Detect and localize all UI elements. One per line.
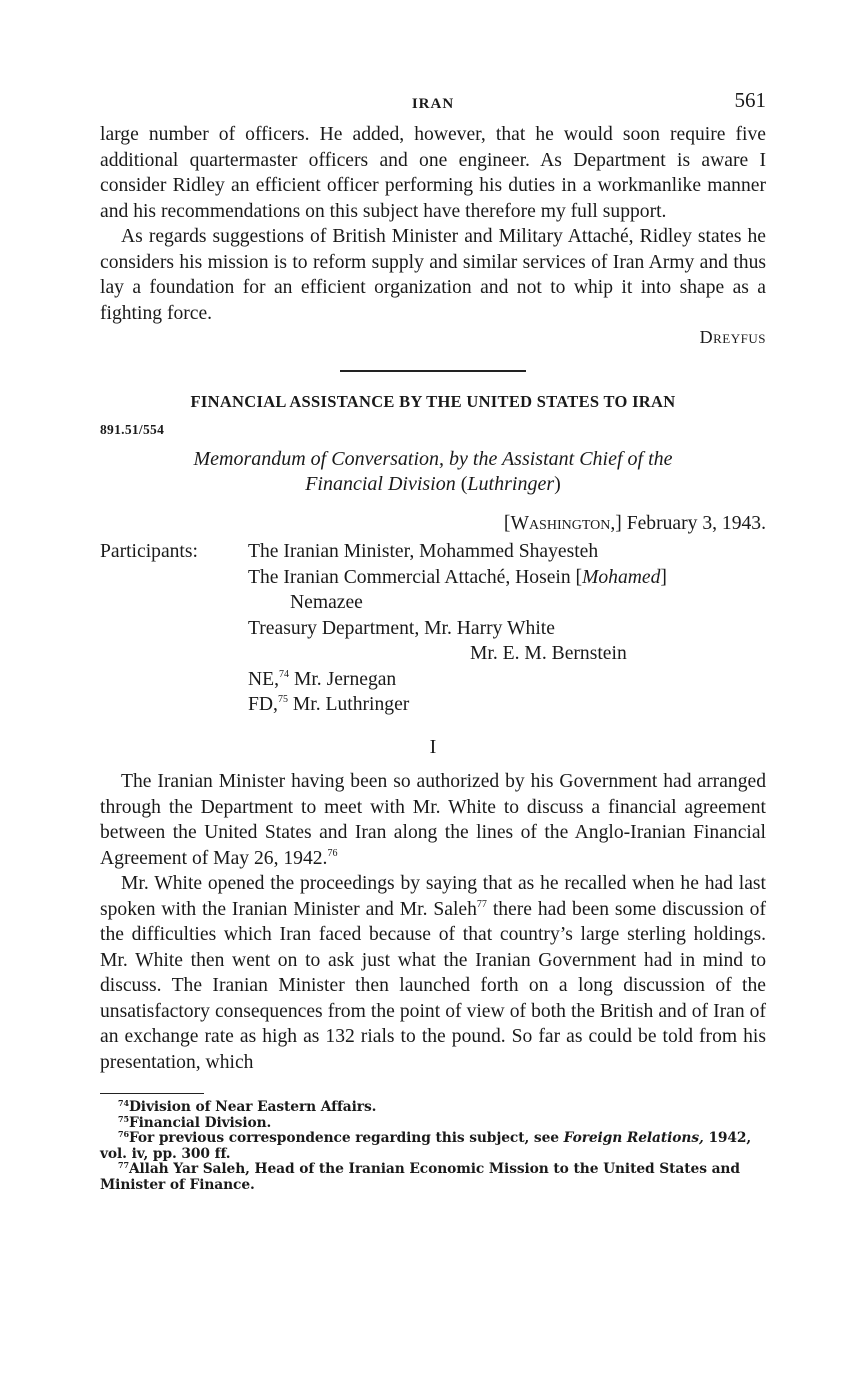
dateline-place: [Washington,]	[503, 513, 622, 534]
footnotes	[100, 1100, 766, 1193]
footnote-ref-76: 76	[327, 847, 338, 859]
document-title-part-4: Luthringer	[467, 473, 555, 495]
participant-line-3: Nemazee	[290, 592, 363, 613]
participant-line-6a: NE,	[248, 668, 280, 690]
participant-line-7b: Mr. Luthringer	[292, 694, 410, 715]
participant-line-2	[248, 565, 667, 591]
participants-block	[100, 539, 766, 718]
participant-line-2a: The Iranian Commercial Attaché, Hosein [	[248, 566, 583, 588]
participant-line-2c: ]	[660, 566, 667, 588]
body-paragraph-1	[100, 769, 766, 871]
body-paragraph-2-text-a: Mr. White opened the proceedings by saying that as he recalled when he had last spoken with the Iranian Minister and Mr. Saleh	[100, 873, 766, 920]
document-title-part-2: Financial Division	[305, 473, 456, 495]
running-head	[100, 88, 766, 122]
participant-line-5: Mr. E. M. Bernstein	[470, 643, 627, 664]
footnote-text: Financial Division.	[128, 1114, 272, 1131]
participant-line-7	[248, 692, 409, 718]
paragraph-british-minister: As regards suggestions of British Minister and Military Attaché, Ridley states he considers his mission is to reform supply and similar services of Iran Army and thus lay a foundation for an efficient organization and not to whip it into shape as a fighting force.	[100, 226, 766, 324]
footnote-ref-75: 75	[277, 694, 288, 705]
footnote-italic-text: Foreign Relations,	[563, 1130, 704, 1146]
participants-label: Participants:	[100, 541, 198, 562]
document-title-paren-open: (	[460, 473, 468, 495]
signature: Dreyfus	[699, 327, 766, 347]
dateline	[100, 513, 766, 535]
body-paragraph-2	[100, 871, 766, 1075]
document-title-paren-close: )	[554, 473, 561, 495]
footnote-77	[100, 1162, 766, 1193]
section-divider	[340, 370, 526, 372]
body-paragraph-1-text: The Iranian Minister having been so authorized by his Government had arranged through the Department to meet with Mr. White to discuss a financial agreement between the United States and Iran along the lines of the Anglo-Iranian Financial Agreement of May 26, 1942.	[100, 771, 766, 869]
footnote-number: 74	[118, 1098, 129, 1108]
footnote-ref-74: 74	[279, 668, 290, 680]
continued-paragraph: large number of officers. He added, however, that he would soon require five additional quartermaster officers and one engineer. As Department is aware I consider Ridley an efficient officer performing his duties in a workmanlike manner and his recommendations on this subject have therefore my full support.	[100, 124, 766, 222]
running-title: IRAN	[411, 96, 455, 112]
footnote-text: Allah Yar Saleh, Head of the Iranian Economic Mission to the United States and Minister of Finance.	[100, 1161, 740, 1193]
footnote-number: 76	[118, 1129, 129, 1139]
body-paragraph-2-text-b: there had been some discussion of the difficulties which Iran faced because of that country’s large sterling holdings. Mr. White then went on to ask just what the Iranian Government had in mind to discuss. The Iranian Minister then launched forth on a long discussion of the unsatisfactory consequences from the point of view of both the British and of Iran of an exchange rate as high as 132 rials to the pound. So far as could be told from his presentation, which	[100, 898, 766, 1073]
section-numeral: I	[429, 736, 437, 758]
footnote-ref-77: 77	[476, 898, 487, 910]
footnote-number: 75	[118, 1113, 129, 1124]
document-title-part-1: Memorandum of Conversation, by the Assistant Chief of the	[193, 448, 673, 470]
participant-line-6b: Mr. Jernegan	[293, 668, 397, 690]
footnote-number: 77	[118, 1160, 129, 1170]
document-page	[100, 88, 766, 1193]
participant-line-6	[248, 667, 396, 693]
file-number: 891.51/554	[100, 422, 165, 437]
footnote-75	[100, 1113, 766, 1132]
footnote-76	[100, 1131, 766, 1162]
page-number: 561	[734, 88, 766, 112]
footnote-text-cont: 1942, vol. iv, pp. 300 ff.	[100, 1130, 752, 1162]
section-heading: FINANCIAL ASSISTANCE BY THE UNITED STATES TO IRAN	[190, 392, 676, 411]
participant-line-1: The Iranian Minister, Mohammed Shayesteh	[248, 541, 599, 562]
footnote-text: For previous correspondence regarding this subject, see	[128, 1130, 559, 1146]
dateline-date: February 3, 1943.	[626, 513, 766, 534]
participant-line-4: Treasury Department, Mr. Harry White	[248, 617, 555, 639]
footnote-text: Division of Near Eastern Affairs.	[128, 1099, 377, 1115]
participant-line-2b: Mohamed	[582, 566, 661, 588]
document-title	[100, 447, 766, 497]
footnote-divider	[100, 1093, 204, 1094]
footnote-74	[100, 1100, 766, 1116]
participant-line-7a: FD,	[248, 694, 278, 715]
